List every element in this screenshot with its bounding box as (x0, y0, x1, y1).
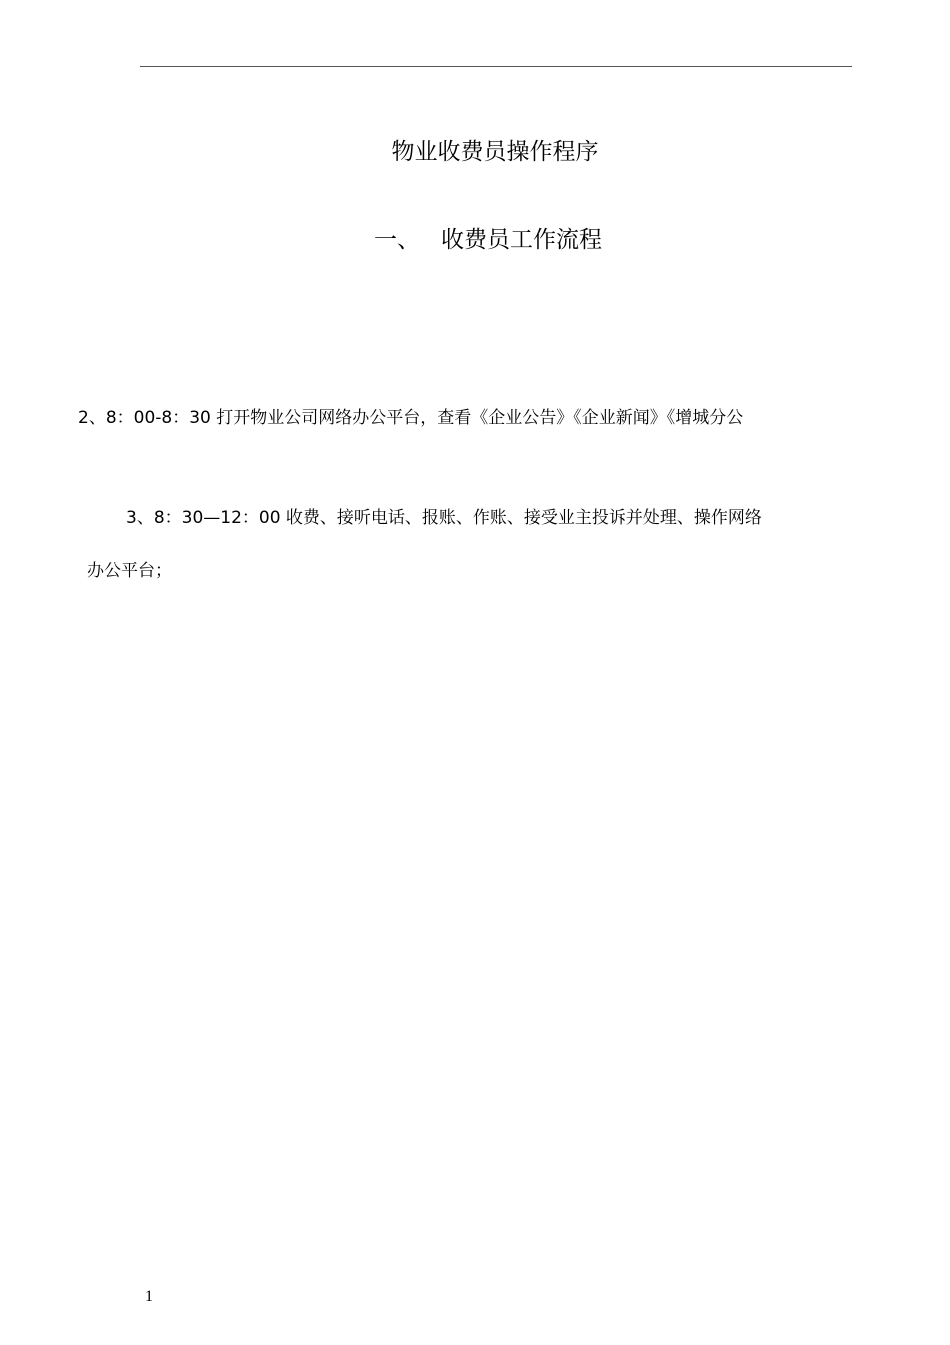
section-heading-text: 收费员工作流程 (441, 227, 602, 253)
paragraph-item-3-line-1: 3、8：30—12：00 收费、接听电话、报账、作账、接受业主投诉并处理、操作网络 (126, 508, 762, 528)
header-rule (140, 66, 852, 67)
page-number: 1 (145, 1288, 153, 1305)
document-title: 物业收费员操作程序 (391, 139, 599, 165)
paragraph-item-2: 2、8：00-8：30 打开物业公司网络办公平台，查看《企业公告》《企业新闻》《增城分公 (78, 408, 744, 428)
section-heading (374, 224, 602, 256)
paragraph-item-3-line-2: 办公平台； (87, 561, 172, 581)
section-number: 一、 (374, 227, 420, 253)
